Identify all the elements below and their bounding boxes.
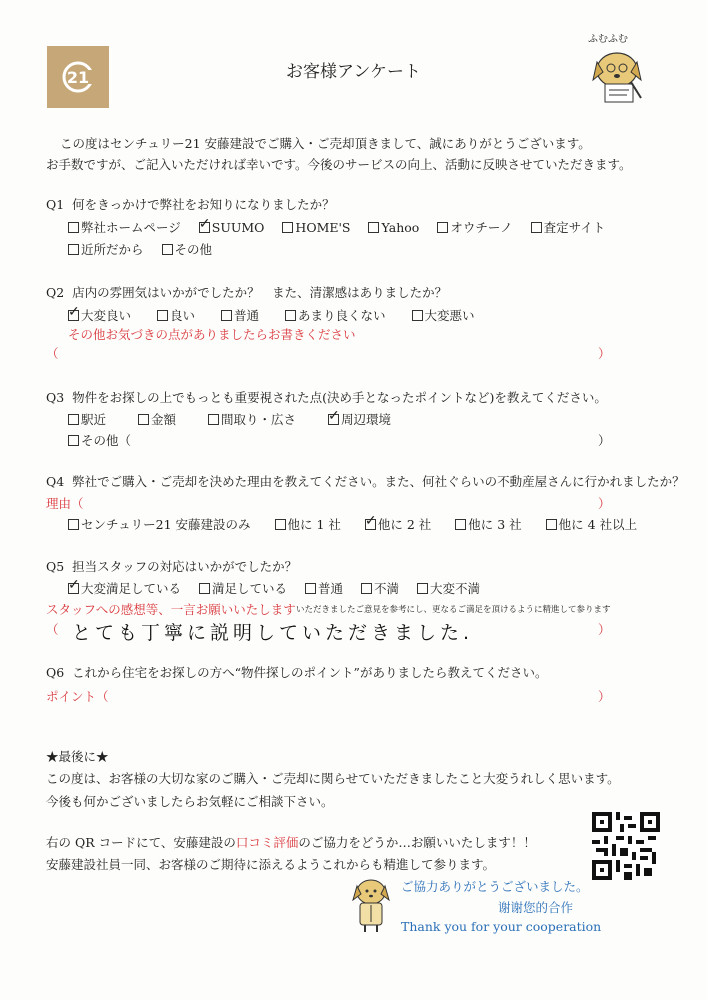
q6-number: Q6 bbox=[46, 665, 65, 680]
review-highlight: 口コミ評価 bbox=[235, 835, 299, 850]
q4-text: 弊社でご購入・ご売却を決めた理由を教えてください。また、何社ぐらいの不動産屋さんに行かれましたか？ bbox=[72, 474, 685, 489]
intro-line-1: この度はセンチュリー21 安藤建設でご購入・ご売却頂きまして、誠にありがとうございます。 bbox=[60, 136, 591, 151]
checkbox[interactable] bbox=[162, 244, 173, 255]
closing-heading: ★最後に★ bbox=[46, 749, 109, 764]
q5-option[interactable]: ✓大変満足している bbox=[68, 579, 181, 597]
q4-option[interactable]: 他に 4 社以上 bbox=[546, 515, 637, 533]
q5-paren-close: ） bbox=[598, 622, 611, 637]
q2-paren-close: ） bbox=[598, 346, 611, 361]
q2-option[interactable]: 普通 bbox=[221, 306, 259, 324]
checkbox-checked[interactable] bbox=[68, 310, 79, 321]
checkbox-checked[interactable] bbox=[68, 583, 79, 594]
q3-option[interactable]: 駅近 bbox=[68, 410, 106, 428]
checkbox[interactable] bbox=[68, 414, 79, 425]
qr-code-icon[interactable] bbox=[592, 812, 660, 880]
q4-option[interactable]: センチュリー21 安藤建設のみ bbox=[68, 515, 251, 533]
q6-point-label: ポイント（ bbox=[46, 689, 109, 704]
q5-options bbox=[68, 579, 494, 597]
closing-line-3: 右の QR コードにて、安藤建設の口コミ評価のご協力をどうか…お願いいたします！！ bbox=[46, 835, 536, 850]
checkbox[interactable] bbox=[199, 583, 210, 594]
q3-paren-close: ） bbox=[598, 433, 611, 448]
checkbox[interactable] bbox=[368, 222, 379, 233]
checkbox[interactable] bbox=[531, 222, 542, 233]
q2-option[interactable]: 良い bbox=[157, 306, 195, 324]
thanks-chinese: 谢谢您的合作 bbox=[498, 900, 574, 915]
q6-text: これから住宅をお探しの方へ“物件探しのポイント”がありましたら教えてください。 bbox=[72, 665, 548, 680]
checkbox-checked[interactable] bbox=[365, 519, 376, 530]
logo-text: 21 bbox=[66, 68, 90, 87]
checkbox[interactable] bbox=[157, 310, 168, 321]
q5-option[interactable]: 満足している bbox=[199, 579, 287, 597]
mascot-caption: ふむふむ bbox=[588, 34, 628, 45]
q1-option[interactable]: 弊社ホームページ bbox=[68, 218, 181, 236]
mascot-bowing-dog-icon bbox=[346, 876, 396, 934]
q5-option[interactable]: 大変不満 bbox=[417, 579, 480, 597]
checkbox[interactable] bbox=[68, 519, 79, 530]
q3-number: Q3 bbox=[46, 390, 65, 405]
q2-text: 店内の雰囲気はいかがでしたか？ また、清潔感はありましたか？ bbox=[72, 285, 448, 300]
q1-option[interactable]: オウチーノ bbox=[437, 218, 512, 236]
q5-option[interactable]: 普通 bbox=[305, 579, 343, 597]
closing-line-2: 今後も何かございましたらお気軽にご相談下さい。 bbox=[46, 794, 334, 809]
q4-paren-close: ） bbox=[598, 496, 611, 511]
q2-paren-open: （ bbox=[46, 346, 59, 361]
q3-question bbox=[46, 388, 607, 406]
q1-option[interactable]: Yahoo bbox=[368, 220, 419, 235]
q3-text: 物件をお探しの上でもっとも重要視された点(決め手となったポイントなど)を教えてください。 bbox=[72, 390, 607, 405]
q1-option[interactable]: 査定サイト bbox=[531, 218, 606, 236]
q3-other[interactable]: その他（ bbox=[68, 431, 131, 449]
q2-prompt: その他お気づきの点がありましたらお書きください bbox=[68, 327, 356, 342]
closing-line-1: この度は、お客様の大切な家のご購入・ご売却に関らせていただきましたこと大変うれしく思います。 bbox=[46, 771, 620, 786]
q3-option[interactable]: ✓ 周辺環境 bbox=[328, 410, 391, 428]
q5-number: Q5 bbox=[46, 559, 65, 574]
checkbox[interactable] bbox=[68, 435, 79, 446]
q3-option[interactable]: 間取り・広さ bbox=[208, 410, 296, 428]
checkbox[interactable] bbox=[361, 583, 372, 594]
checkbox[interactable] bbox=[305, 583, 316, 594]
q1-option[interactable]: その他 bbox=[162, 240, 213, 258]
q5-text: 担当スタッフの対応はいかがでしたか？ bbox=[72, 559, 298, 574]
checkbox[interactable] bbox=[208, 414, 219, 425]
q4-option[interactable]: ✓ 他に 2 社 bbox=[365, 515, 431, 533]
q1-option[interactable]: 近所だから bbox=[68, 240, 144, 258]
checkbox[interactable] bbox=[275, 519, 286, 530]
q4-number: Q4 bbox=[46, 474, 65, 489]
checkbox[interactable] bbox=[412, 310, 423, 321]
q5-paren-open: （ bbox=[46, 622, 59, 637]
q1-options-row-1 bbox=[68, 218, 619, 236]
q1-option[interactable]: HOME'S bbox=[282, 220, 350, 235]
checkbox[interactable] bbox=[546, 519, 557, 530]
checkbox[interactable] bbox=[437, 222, 448, 233]
checkbox-checked[interactable] bbox=[199, 222, 210, 233]
q6-paren-close: ） bbox=[598, 689, 611, 704]
q5-handwritten-answer: とても丁寧に説明していただきました. bbox=[72, 622, 474, 644]
intro-line-2: お手数ですが、ご記入いただければ幸いです。今後のサービスの向上、活動に反映させていただきます。 bbox=[46, 157, 632, 172]
checkbox-checked[interactable] bbox=[328, 414, 339, 425]
checkbox[interactable] bbox=[417, 583, 428, 594]
q4-reason-label: 理由（ bbox=[46, 496, 84, 511]
q5-prompt: スタッフへの感想等、一言お願いいたします bbox=[46, 602, 296, 617]
q2-option[interactable]: あまり良くない bbox=[285, 306, 386, 324]
q1-options-row-2 bbox=[68, 240, 226, 258]
q2-option[interactable]: 大変悪い bbox=[412, 306, 475, 324]
checkbox[interactable] bbox=[68, 222, 79, 233]
q4-option[interactable]: 他に 1 社 bbox=[275, 515, 341, 533]
thanks-english: Thank you for your cooperation bbox=[401, 919, 602, 934]
checkbox[interactable] bbox=[138, 414, 149, 425]
q6-question bbox=[46, 663, 547, 681]
q2-options bbox=[68, 306, 489, 324]
q1-number: Q1 bbox=[46, 197, 65, 212]
q5-question bbox=[46, 557, 297, 575]
page-title: お客様アンケート bbox=[286, 62, 421, 82]
q1-option[interactable]: ✓ SUUMO bbox=[199, 220, 265, 235]
q1-question bbox=[46, 195, 335, 213]
closing-line-4: 安藤建設社員一同、お客様のご期待に添えるようこれからも精進して参ります。 bbox=[46, 857, 496, 872]
q4-option[interactable]: 他に 3 社 bbox=[455, 515, 521, 533]
mascot-dog-icon bbox=[585, 44, 655, 106]
q3-options bbox=[68, 410, 405, 428]
checkbox[interactable] bbox=[455, 519, 466, 530]
q5-option[interactable]: 不満 bbox=[361, 579, 399, 597]
q5-note: いただきましたご意見を参考にし、更なるご満足を頂けるように精進して参ります bbox=[296, 605, 611, 615]
q4-options bbox=[68, 515, 637, 533]
checkbox[interactable] bbox=[285, 310, 296, 321]
checkbox[interactable] bbox=[282, 222, 293, 233]
checkbox[interactable] bbox=[221, 310, 232, 321]
q3-option[interactable]: 金額 bbox=[138, 410, 176, 428]
q2-question bbox=[46, 283, 447, 301]
thanks-japanese: ご協力ありがとうございました。 bbox=[401, 879, 589, 894]
q2-number: Q2 bbox=[46, 285, 65, 300]
q4-question bbox=[46, 472, 685, 490]
q1-text: 何をきっかけで弊社をお知りになりましたか？ bbox=[72, 197, 335, 212]
q2-option[interactable]: ✓大変良い bbox=[68, 306, 131, 324]
checkbox[interactable] bbox=[68, 244, 79, 255]
